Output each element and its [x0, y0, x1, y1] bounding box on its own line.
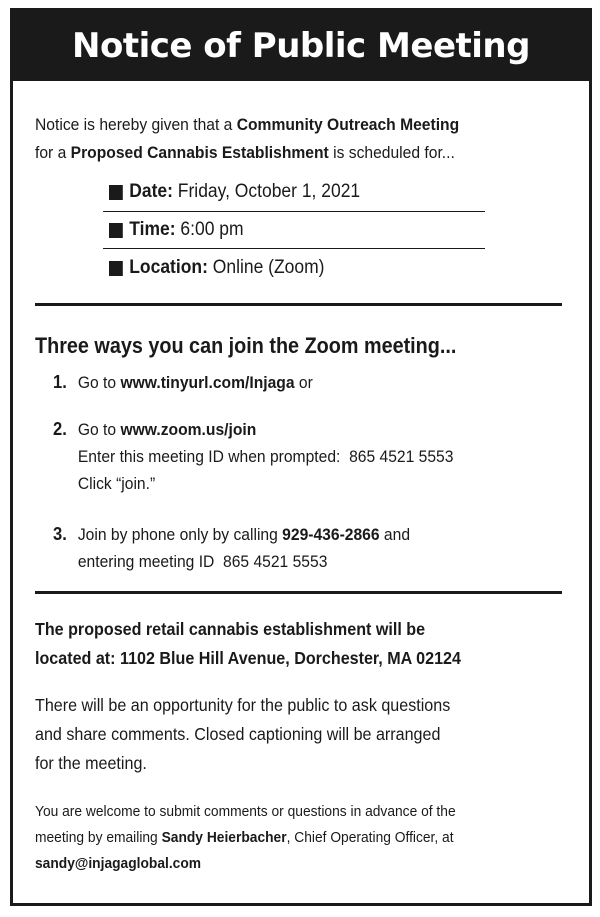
step-2 [53, 416, 453, 497]
divider [103, 211, 485, 212]
step-text: and [379, 525, 411, 544]
step-text: Enter this meeting ID when prompted: 865 4521 5553 [77, 447, 454, 466]
section-divider [35, 591, 562, 594]
divider [103, 248, 485, 249]
contact-paragraph [35, 799, 456, 877]
location-text: located at: [35, 648, 120, 668]
contact-text: meeting by emailing [35, 829, 162, 846]
date-row [109, 181, 360, 203]
address: 1102 Blue Hill Avenue, Dorchester, MA 02124 [119, 648, 461, 668]
step-line [78, 369, 313, 396]
square-bullet-icon [109, 261, 123, 276]
step-line [78, 548, 410, 575]
step-text: Click “join.” [77, 474, 156, 493]
location-paragraph [35, 615, 461, 673]
step-number: 3. [53, 524, 67, 544]
step-text: Go to [77, 420, 121, 439]
intro-emphasis: Community Outreach Meeting [236, 115, 460, 134]
intro-text: Notice is hereby given that a [35, 115, 237, 134]
opportunity-line: and share comments. Closed captioning will be arranged [35, 724, 441, 744]
contact-name: Sandy Heierbacher [161, 829, 287, 846]
contact-line [35, 851, 456, 877]
notice-frame [10, 8, 592, 906]
location-value: Online (Zoom) [207, 257, 325, 278]
date-value: Friday, October 1, 2021 [172, 181, 361, 202]
zoom-heading: Three ways you can join the Zoom meeting... [35, 333, 457, 358]
intro-paragraph [35, 111, 459, 167]
intro-line-1 [35, 111, 459, 139]
opportunity-line: for the meeting. [35, 753, 147, 773]
step-number: 2. [53, 419, 67, 439]
location-line-2 [35, 644, 461, 673]
title-bar [13, 11, 589, 81]
step-line [78, 521, 410, 548]
time-row [109, 219, 244, 241]
step-line [78, 470, 454, 497]
step-link: www.tinyurl.com/Injaga [120, 373, 295, 392]
opportunity-paragraph [35, 691, 450, 778]
time-value: 6:00 pm [175, 219, 244, 240]
step-1 [53, 369, 313, 396]
step-3 [53, 521, 410, 575]
contact-line: You are welcome to submit comments or questions in advance of the [35, 803, 456, 820]
step-number: 1. [53, 372, 67, 392]
step-line [78, 443, 454, 470]
square-bullet-icon [109, 185, 123, 200]
intro-emphasis: Proposed Cannabis Establishment [70, 143, 329, 162]
section-divider [35, 303, 562, 306]
page-title: Notice of Public Meeting [72, 26, 530, 66]
intro-text: is scheduled for... [328, 143, 455, 162]
date-label: Date: [129, 181, 173, 202]
opportunity-line: There will be an opportunity for the public to ask questions [35, 695, 451, 715]
step-text: Join by phone only by calling [77, 525, 283, 544]
intro-text: for a [35, 143, 71, 162]
step-text: entering meeting ID 865 4521 5553 [77, 552, 328, 571]
contact-email: sandy@injagaglobal.com [35, 855, 202, 872]
location-row [109, 257, 324, 279]
contact-text: , Chief Operating Officer, at [286, 829, 454, 846]
step-text: Go to [77, 373, 121, 392]
time-label: Time: [129, 219, 176, 240]
location-label: Location: [129, 257, 208, 278]
intro-line-2 [35, 139, 459, 167]
phone-number: 929-436-2866 [282, 525, 380, 544]
step-line [78, 416, 454, 443]
step-text: or [294, 373, 313, 392]
step-link: www.zoom.us/join [120, 420, 257, 439]
location-line-1: The proposed retail cannabis establishment will be [35, 619, 426, 639]
square-bullet-icon [109, 223, 123, 238]
contact-line [35, 825, 456, 851]
